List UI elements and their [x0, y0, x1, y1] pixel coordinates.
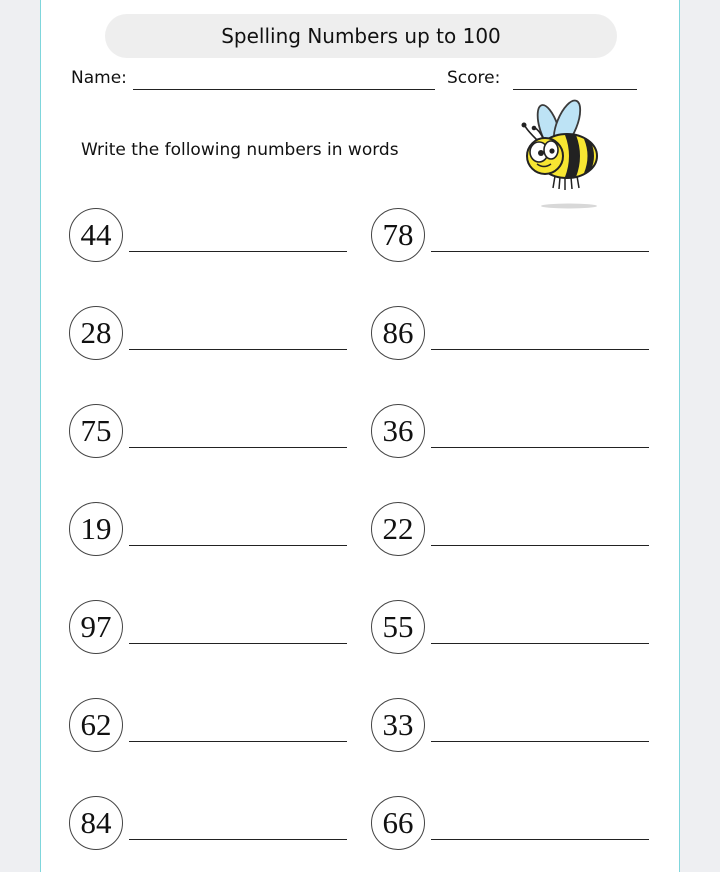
number-item	[69, 208, 351, 264]
number-item	[371, 796, 653, 852]
worksheet-page	[40, 0, 680, 872]
number-circle: 84	[69, 796, 123, 850]
answer-line[interactable]	[129, 839, 347, 840]
answer-line[interactable]	[431, 251, 649, 252]
answer-line[interactable]	[431, 741, 649, 742]
number-item	[371, 306, 653, 362]
number-circle: 22	[371, 502, 425, 556]
number-circle: 78	[371, 208, 425, 262]
answer-line[interactable]	[129, 741, 347, 742]
number-circle: 44	[69, 208, 123, 262]
number-items	[41, 0, 679, 872]
number-circle: 36	[371, 404, 425, 458]
number-circle: 62	[69, 698, 123, 752]
name-label: Name:	[71, 68, 127, 88]
number-item	[69, 404, 351, 460]
answer-line[interactable]	[129, 447, 347, 448]
answer-line[interactable]	[129, 251, 347, 252]
answer-line[interactable]	[431, 349, 649, 350]
answer-line[interactable]	[129, 643, 347, 644]
number-item	[371, 404, 653, 460]
answer-line[interactable]	[431, 839, 649, 840]
number-circle: 66	[371, 796, 425, 850]
number-item	[69, 796, 351, 852]
number-circle: 86	[371, 306, 425, 360]
answer-line[interactable]	[431, 545, 649, 546]
number-item	[69, 600, 351, 656]
number-item	[371, 208, 653, 264]
instruction-text: Write the following numbers in words	[81, 140, 399, 160]
number-item	[69, 502, 351, 558]
number-item	[371, 698, 653, 754]
answer-line[interactable]	[129, 349, 347, 350]
answer-line[interactable]	[431, 643, 649, 644]
number-circle: 19	[69, 502, 123, 556]
number-item	[69, 698, 351, 754]
number-item	[371, 600, 653, 656]
answer-line[interactable]	[431, 447, 649, 448]
answer-line[interactable]	[129, 545, 347, 546]
number-circle: 55	[371, 600, 425, 654]
score-label: Score:	[447, 68, 501, 88]
number-circle: 75	[69, 404, 123, 458]
number-circle: 97	[69, 600, 123, 654]
number-circle: 33	[371, 698, 425, 752]
number-circle: 28	[69, 306, 123, 360]
number-item	[69, 306, 351, 362]
worksheet-title: Spelling Numbers up to 100	[105, 14, 617, 58]
number-item	[371, 502, 653, 558]
